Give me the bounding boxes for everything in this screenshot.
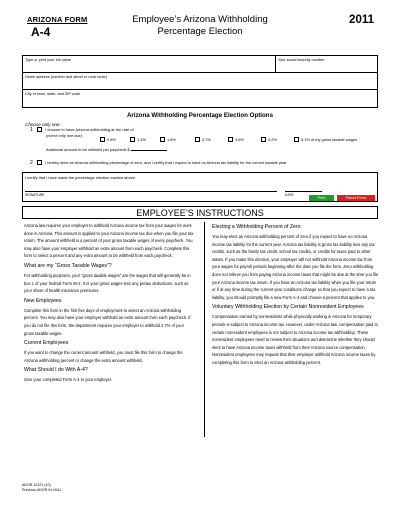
instr-left-p1: Arizona law requires your employer to withhold Arizona income tax from your wages for work done in Arizona. This amount is applied to your Arizona income tax due when you file your tax return. The amount withheld is a percent of your gross taxable wages of every paycheck. You may also have your employer withhold an extra amount from each paycheck. Complete this form to select a percent and any extra amount to be withheld from each paycheck. (24, 223, 194, 259)
full-name-label: Type or print your full name (25, 58, 72, 62)
form-title-line1: Employee’s Arizona Withholding (132, 14, 268, 25)
option-2-text: I hereby elect an Arizona withholding percentage of zero, and I certify that I expect to have no Arizona tax liability for the current taxable year. (45, 160, 288, 165)
instr-right-h1: Electing a Withholding Percent of Zero (212, 224, 301, 230)
pct-suffix: of my gross taxable wages. (310, 137, 359, 142)
pct-option-1-8[interactable]: 1.8% (160, 137, 176, 142)
additional-amount (46, 147, 167, 152)
instr-left-h2: New Employees (24, 297, 62, 304)
option-1-sub: (check only one box): (46, 133, 83, 138)
full-name-field[interactable] (23, 56, 275, 72)
date-label: DATE (285, 193, 294, 197)
additional-amount-input[interactable] (131, 147, 167, 151)
additional-amount-label: Additional amount to be withheld per paycheck $ (46, 147, 130, 152)
form-title (0, 14, 400, 38)
percentage-options (0, 137, 400, 143)
instr-left-p2: For withholding purposes, your “gross taxable wages” are the wages that will generally be in box 1 of your federal Form W-2. It is your gross wages less any pretax deductions, such as your share of health insurance premiums. (24, 272, 191, 294)
address-field[interactable] (23, 73, 377, 89)
option-1-text: I choose to have Arizona withholding at the rate of (45, 127, 134, 132)
print-button[interactable]: Print (309, 195, 334, 201)
pct-option-1-3[interactable]: 1.3% (130, 137, 146, 142)
signature-label: SIGNATURE (25, 193, 45, 197)
column-divider (204, 222, 205, 437)
pct-option-5-1[interactable]: 5.1% of my gross taxable wages. (294, 137, 358, 142)
instr-right-p1: You may elect an Arizona withholding percent of zero if you expect to have no Arizona income tax liability for the current year. Arizona tax liability is gross tax liability less any tax credits, such as the family tax credit, school tax credits, or credits for taxes paid to other states. If you make this election, your employer will not withhold Arizona income tax from your wages for payroll periods beginning after the date you file the form. Zero withholding does not relieve you from paying Arizona income taxes that might be due at the time you file your Arizona income tax return. If you have an Arizona tax liability when you file your return or if at any time during the current year conditions change so that you expect to have a tax liability, you should promptly file a new Form A-4 and choose a percent that applies to you. (212, 234, 379, 300)
footer-line1: ADOR 10121 (10) (22, 483, 51, 487)
form-title-line2: Percentage Election (157, 26, 243, 37)
options-section-title: Arizona Withholding Percentage Election Options (126, 112, 274, 119)
instr-left-p4: If you want to change the current amount withheld, you must file this form to change the Arizona withholding percent or change the extra amount withheld. (24, 350, 183, 363)
city-label: City or town, state, and ZIP code (25, 92, 81, 96)
signature-field[interactable] (25, 191, 277, 197)
instr-left-h1: What are my “Gross Taxable Wages”? (24, 262, 112, 269)
instr-left-h4: What Should I do With A-4? (24, 367, 88, 374)
instructions-left-column (24, 222, 194, 387)
form-footer (22, 483, 61, 493)
choose-one-label: Choose only one: (25, 122, 61, 127)
form-label: ARIZONA FORM (27, 15, 88, 24)
instr-left-p3: Complete this form in the first five days of employment to select an Arizona withholding percent. You may also have your employer withhold an extra amount from each paycheck. If you do not file this form, the department requires your employer to withhold 2.7% of your gross taxable wages. (24, 307, 191, 336)
option-1-number: 1 (30, 127, 33, 133)
pct-option-3-6[interactable]: 3.6% (228, 137, 244, 142)
instr-right-h2: Voluntary Withholding Election by Certain Nonresident Employees (212, 304, 364, 311)
option-2-checkbox[interactable] (37, 160, 42, 165)
pct-option-2-7[interactable]: 2.7% (195, 137, 211, 142)
option-2-number: 2 (30, 160, 33, 166)
address-label: Home address (number and street or rural route) (25, 75, 107, 79)
instr-left-p5: Give your completed Form A-4 to your employer. (24, 377, 113, 383)
city-field[interactable] (23, 90, 377, 107)
form-number: A-4 (31, 25, 51, 39)
form-year: 2011 (349, 14, 374, 26)
ssn-field[interactable] (275, 56, 377, 72)
certification-box (22, 172, 378, 202)
reset-form-button[interactable]: Reset Form (337, 195, 375, 201)
employee-info-grid (22, 55, 378, 108)
pct-option-0-8[interactable]: 0.8% (100, 137, 116, 142)
option-1-checkbox[interactable] (37, 127, 42, 132)
instructions-title: EMPLOYEE’S INSTRUCTIONS (22, 206, 378, 219)
footer-line2: Previous ADOR 91-0041 (22, 488, 62, 492)
pct-option-4-2[interactable]: 4.2% (261, 137, 277, 142)
certify-text: I certify that I have made the percentage election marked above. (25, 175, 136, 180)
instr-right-p2: Compensation earned by nonresidents while physically working in Arizona for temporary periods is subject to Arizona income tax. However, under Arizona law, compensation paid to certain nonresident employees is not subject to Arizona income tax withholding. These nonresident employees need to review their situations and determine whether they should elect to have Arizona income taxes withheld from their Arizona source compensation. Nonresident employees may request that their employer withhold Arizona income taxes by completing this form to elect an Arizona withholding percent. (212, 314, 378, 365)
ssn-label: Your social security number (278, 58, 325, 62)
instructions-right-column (212, 222, 380, 370)
instr-left-h3: Current Employees (24, 340, 69, 347)
